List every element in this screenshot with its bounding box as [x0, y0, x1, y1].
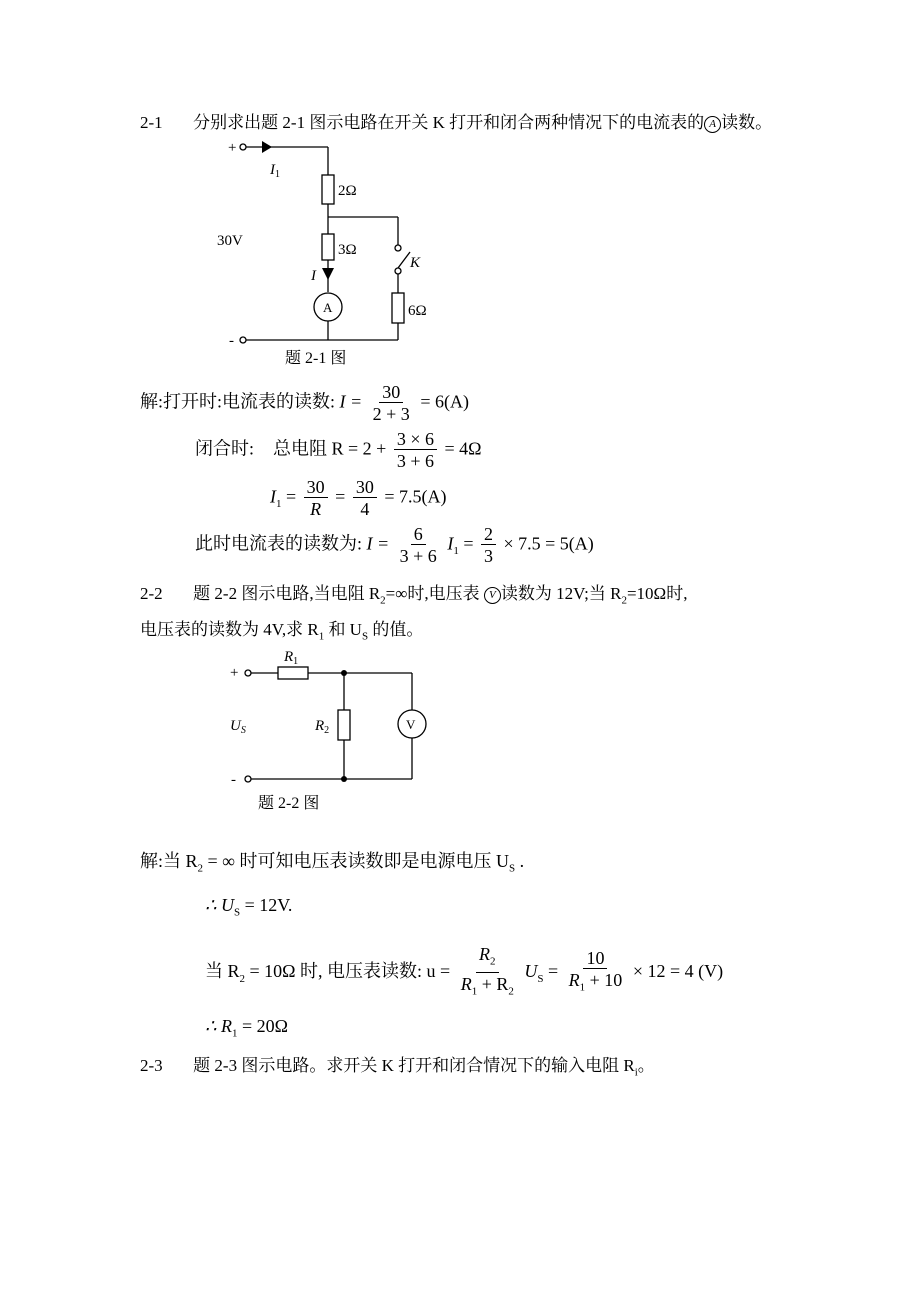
resistor-6ohm	[392, 293, 404, 323]
problem-number: 2-2	[140, 584, 163, 603]
i1-label: $I_1$	[270, 162, 280, 180]
fraction: $\frac{10}{R_1 + 10}$	[568, 947, 623, 994]
fraction: $\frac{2}{3}$	[481, 524, 496, 567]
switch-blade	[398, 252, 410, 268]
resistor-r1	[278, 667, 308, 679]
figure-caption: 题 2-1 图	[285, 350, 347, 367]
statement-text: 分别求出题 2-1 图示电路在开关 K 打开和闭合两种情况下的电流表的	[193, 113, 705, 132]
resistor-3ohm	[322, 234, 334, 260]
statement-text-end: 读数。	[721, 113, 773, 132]
minus-label: -	[229, 333, 234, 349]
r-right-label: 6Ω	[408, 303, 427, 319]
problem-number: 2-3	[140, 1056, 163, 1075]
fraction: $\frac{30}{2 + 3}$	[372, 382, 410, 424]
solution-line: 此时电流表的读数为: I = $\frac{6}{3 + 6}$ $I_1$ = $\frac{2}{3}$ × 7.5 = 5(A)	[195, 524, 594, 566]
r-mid-label: 3Ω	[338, 242, 357, 258]
ammeter-icon: A	[704, 116, 721, 133]
solution-line: $I_1$ = $\frac{30}{R}$ = $\frac{30}{4}$ = 7.5(A)	[270, 477, 447, 519]
plus-label: +	[230, 665, 239, 681]
current-arrow-i	[322, 268, 334, 280]
circuit-2-1	[0, 0, 920, 380]
solution-line: ∴ $R_1 = 20\Omega$	[205, 1016, 288, 1040]
switch-label: K	[410, 255, 421, 271]
fraction: $\frac{R_2}{R_1 + R_2}$	[460, 944, 514, 998]
terminal-plus	[245, 670, 251, 676]
solution-line: 当 $R_2 = 10\Omega$ 时, 电压表读数: u = $\frac{R_2}{R_1 + R_2}$ $U_S$ = $\frac{10}{R_1 + 10}$ × 12 = 4 (V)	[205, 944, 723, 1002]
r-top-label: 2Ω	[338, 183, 357, 199]
fraction: $\frac{30}{R}$	[304, 477, 328, 520]
r1-label: $R_1$	[284, 649, 299, 667]
switch-contact	[395, 245, 401, 251]
terminal-minus	[240, 337, 246, 343]
figure-caption: 题 2-2 图	[258, 795, 320, 812]
solution-line: 解:当 $R_2$ = ∞ 时可知电压表读数即是电源电压 $U_S$ .	[140, 851, 525, 875]
fraction: $\frac{30}{4}$	[353, 477, 377, 520]
voltmeter-label: V	[406, 717, 416, 732]
source-label: 30V	[217, 233, 243, 249]
terminal-minus	[245, 776, 251, 782]
fraction: $\frac{6}{3 + 6}$	[399, 524, 437, 566]
plus-label: +	[228, 140, 237, 156]
us-label: $U_S$	[230, 718, 246, 736]
solution-line: 闭合时: 总电阻 R = 2 + $\frac{3 \times 6}{3 + 6}$ = 4Ω	[195, 429, 482, 471]
current-arrow-i1	[262, 141, 272, 153]
resistor-r2	[338, 710, 350, 740]
problem-2-3-statement: 2-3 题 2-3 图示电路。求开关 K 打开和闭合情况下的输入电阻 $R_i$。	[140, 1056, 655, 1079]
ammeter-label: A	[323, 300, 333, 315]
resistor-2ohm	[322, 175, 334, 204]
r2-label: $R_2$	[315, 718, 330, 736]
solution-line: 解:打开时:电流表的读数: I = $\frac{30}{2 + 3}$ = 6(A)	[140, 382, 469, 424]
circuit-2-2	[0, 640, 920, 820]
fraction: $\frac{3 \times 6}{3 + 6}$	[394, 429, 437, 472]
voltmeter-icon: V	[484, 587, 501, 604]
problem-2-2-statement-line2: 电压表的读数为 4V,求 $R_1$ 和 $U_S$ 的值。	[140, 620, 424, 643]
switch-contact	[395, 268, 401, 274]
terminal-plus	[240, 144, 246, 150]
solution-line: ∴ $U_S = 12V$.	[205, 895, 293, 919]
minus-label: -	[231, 772, 236, 788]
i-label: I	[311, 268, 316, 284]
problem-2-2-statement: 2-2 题 2-2 图示电路,当电阻 $R_2=\infty$时,电压表 V 读数为 12V;当 $R_2=10\Omega$时,	[140, 584, 688, 607]
problem-number: 2-1	[140, 113, 163, 132]
